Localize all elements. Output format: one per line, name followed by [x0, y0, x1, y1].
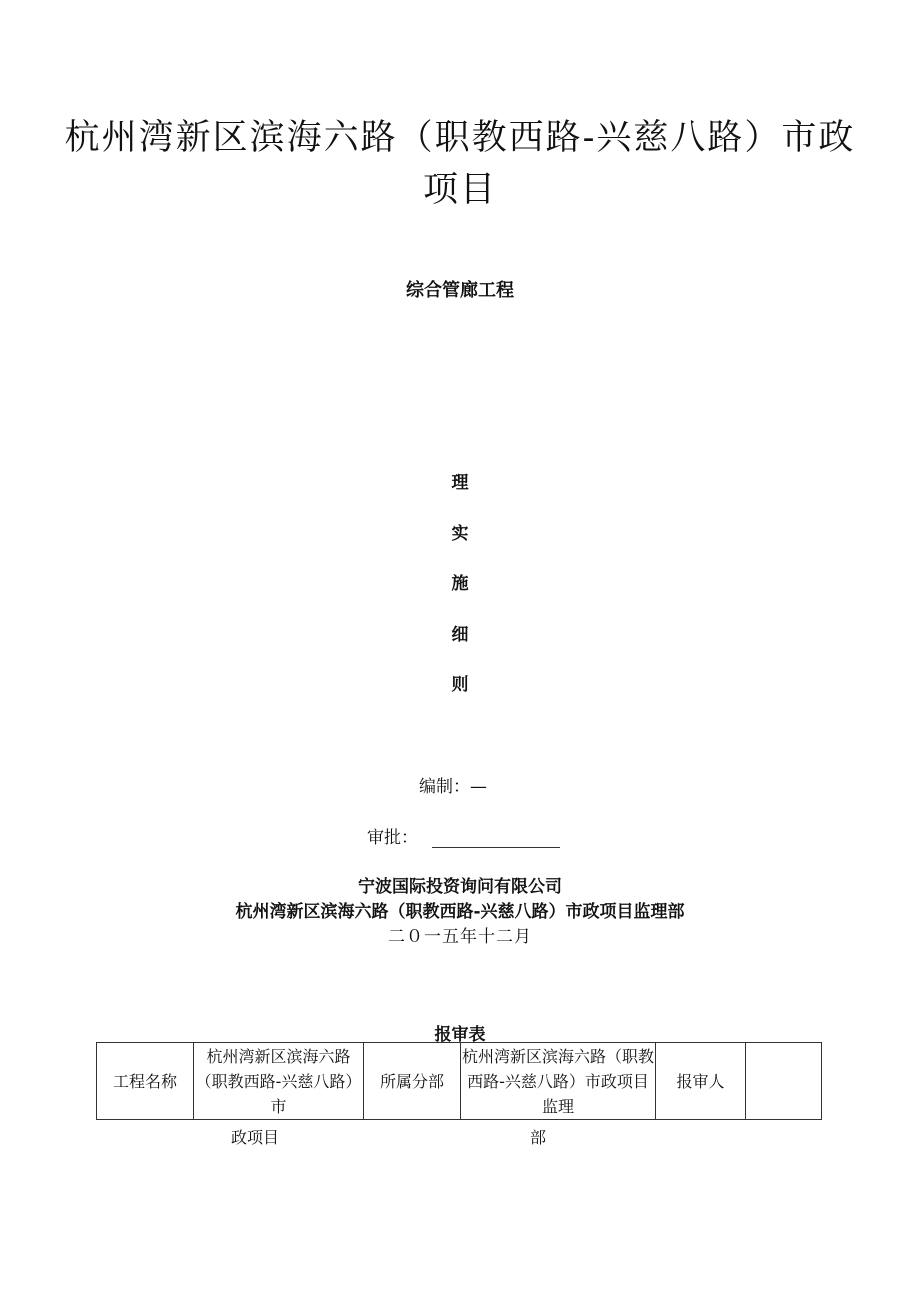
approve-row — [367, 823, 560, 848]
compile-label: 编制：— — [419, 777, 487, 797]
organization-department: 杭州湾新区滨海六路（职教西路-兴慈八路）市政项目监理部 — [235, 902, 685, 922]
review-table-title: 报审表 — [434, 1025, 486, 1045]
vertical-char: 实 — [451, 523, 469, 544]
project-name-value: 杭州湾新区滨海六路（职教西路-兴慈八路）市 — [194, 1043, 364, 1120]
approve-label: 审批： — [367, 828, 418, 848]
document-title: 杭州湾新区滨海六路（职教西路-兴慈八路）市政项目 — [64, 118, 856, 210]
document-date: 二０一五年十二月 — [388, 927, 532, 947]
review-table — [96, 1042, 822, 1120]
project-name-label: 工程名称 — [97, 1043, 194, 1120]
document-subtitle: 综合管廊工程 — [406, 280, 514, 301]
organization-name: 宁波国际投资询问有限公司 — [358, 877, 562, 897]
division-value: 杭州湾新区滨海六路（职教西路-兴慈八路）市政项目监理 — [461, 1043, 656, 1120]
vertical-char: 细 — [451, 624, 469, 645]
approve-signature-line — [432, 829, 560, 848]
division-overflow: 部 — [530, 1128, 547, 1147]
division-label: 所属分部 — [364, 1043, 461, 1120]
table-row — [97, 1043, 822, 1120]
vertical-title — [440, 470, 480, 723]
vertical-char: 理 — [451, 473, 469, 493]
vertical-char: 则 — [451, 675, 469, 695]
project-name-overflow: 政项目 — [231, 1128, 280, 1147]
vertical-char: 施 — [451, 574, 469, 594]
submitter-label: 报审人 — [656, 1043, 746, 1120]
submitter-value — [746, 1043, 822, 1120]
